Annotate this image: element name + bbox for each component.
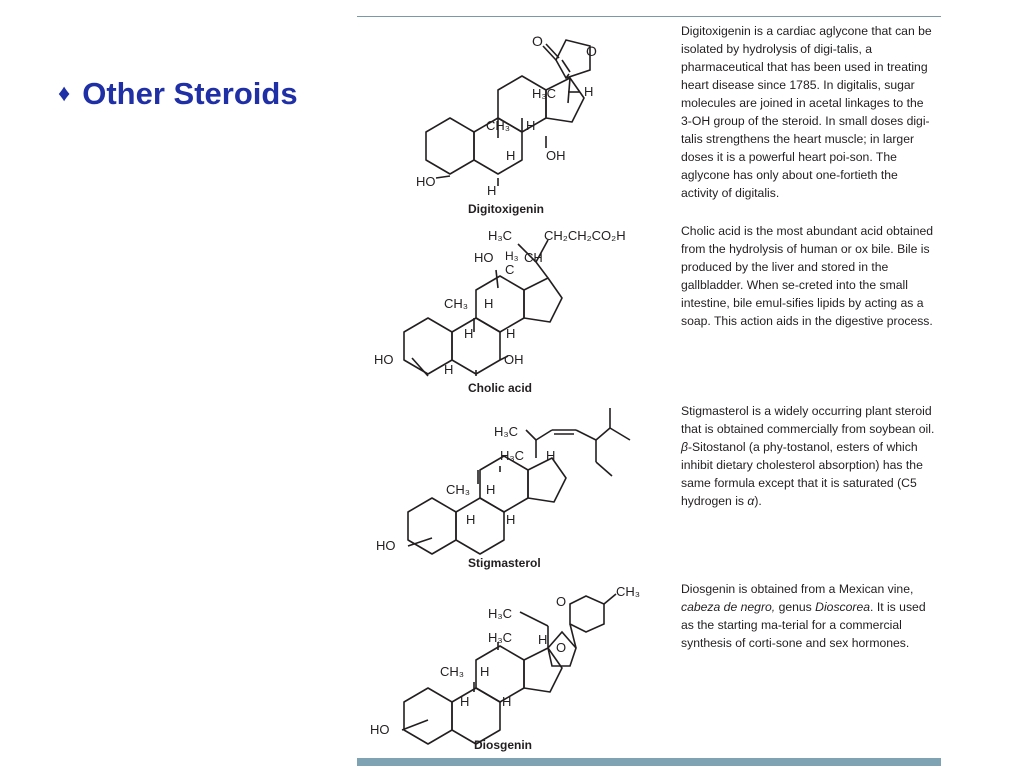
stigmasterol-h-mid: H [486, 482, 496, 497]
digitoxigenin-o-ring: O [586, 43, 597, 59]
cholic-acid-description: Cholic acid is the most abundant acid obtained from the hydrolysis of human or ox bile. Bile is produced by the liver and stored in the gallbladder. When se-creted into the small intestine, bile emul-sifies lipids by acting as a soap. This action aids in the digestive process. [681, 224, 934, 328]
digitoxigenin-ho: HO [416, 174, 436, 189]
slide-title-text: Other Steroids [82, 76, 298, 111]
digitoxigenin-h-top: H [584, 84, 594, 99]
stigmasterol-description: Stigmasterol is a widely occurring plant steroid that is obtained commercially from soybean oil. β-Sitostanol (a phy-tostanol, esters of which inhibit dietary cholesterol absorption) has the same formula except that it is saturated (C5 hydrogen is α). [681, 404, 935, 508]
cholic-h-low: H [444, 362, 454, 377]
stigmasterol-h3c2: H₃C [500, 448, 525, 463]
diosgenin-h-mid2: H [460, 694, 470, 709]
cholic-h-mid3: H [506, 326, 516, 341]
digitoxigenin-description: Digitoxigenin is a cardiac aglycone that can be isolated by hydrolysis of digi-talis, a pharmaceutical that has been used in treating heart disease since 1785. In digitalis, sugar molecules are joined in acetal linkages to the 3-OH group of the steroid. In small doses digi-talis strengthens the heart muscle; in larger doses it is a powerful heart poi-son. The aglycone has only about one-fortieth the activity of digitalis. [681, 24, 932, 200]
diosgenin-o-mid: O [556, 640, 567, 655]
digitoxigenin-oh: OH [546, 148, 566, 163]
stigmasterol-h-top: H [546, 448, 556, 463]
diosgenin-name: Diosgenin [474, 738, 533, 752]
diosgenin-h-mid: H [480, 664, 490, 679]
cholic-h3c-mid: H₃ [505, 249, 519, 263]
digitoxigenin-structure [416, 33, 597, 198]
cholic-ch: CH [524, 250, 543, 265]
diosgenin-h-mid3: H [502, 694, 512, 709]
diosgenin-ch3-top: CH₃ [616, 584, 641, 599]
stigmasterol-name: Stigmasterol [468, 556, 541, 570]
diosgenin-description: Diosgenin is obtained from a Mexican vine, cabeza de negro, genus Dioscorea. It is used as the starting ma-terial for a commercial synthesis of corti-sone and sex hormones. [681, 582, 926, 650]
cholic-h-mid2: H [464, 326, 474, 341]
digitoxigenin-h-mid2: H [506, 148, 516, 163]
stigmasterol-ho: HO [376, 538, 396, 553]
diamond-bullet-icon: ♦ [58, 80, 71, 107]
cholic-h3c: H₃C [488, 228, 513, 243]
cholic-ch3: CH₃ [444, 296, 469, 311]
digitoxigenin-methyl-top: H₃C [532, 86, 557, 101]
digitoxigenin-h-mid: H [526, 118, 536, 133]
digitoxigenin-name: Digitoxigenin [468, 202, 544, 216]
cholic-c: C [505, 262, 515, 277]
cholic-h-mid: H [484, 296, 494, 311]
diosgenin-ho: HO [370, 722, 390, 737]
cholic-acid-name: Cholic acid [468, 381, 533, 395]
diosgenin-o-top: O [556, 594, 567, 609]
cholic-ho-top: HO [474, 250, 494, 265]
diosgenin-h-r: H [538, 632, 548, 647]
diosgenin-structure [370, 584, 640, 744]
stigmasterol-h-mid3: H [506, 512, 516, 527]
cholic-chain: CH₂CH₂CO₂H [544, 228, 626, 243]
digitoxigenin-o-carbonyl: O [532, 33, 543, 49]
diosgenin-h3c2: H₃C [488, 630, 513, 645]
stigmasterol-structure [376, 408, 630, 554]
cholic-ho: HO [374, 352, 394, 367]
stigmasterol-ch3: CH₃ [446, 482, 471, 497]
cholic-oh: OH [504, 352, 524, 367]
digitoxigenin-h-low: H [487, 183, 497, 198]
diosgenin-h3c: H₃C [488, 606, 513, 621]
digitoxigenin-ch3: CH₃ [486, 118, 511, 133]
stigmasterol-h3c: H₃C [494, 424, 519, 439]
cholic-acid-structure [374, 228, 626, 377]
diosgenin-ch3: CH₃ [440, 664, 465, 679]
stigmasterol-h-mid2: H [466, 512, 476, 527]
